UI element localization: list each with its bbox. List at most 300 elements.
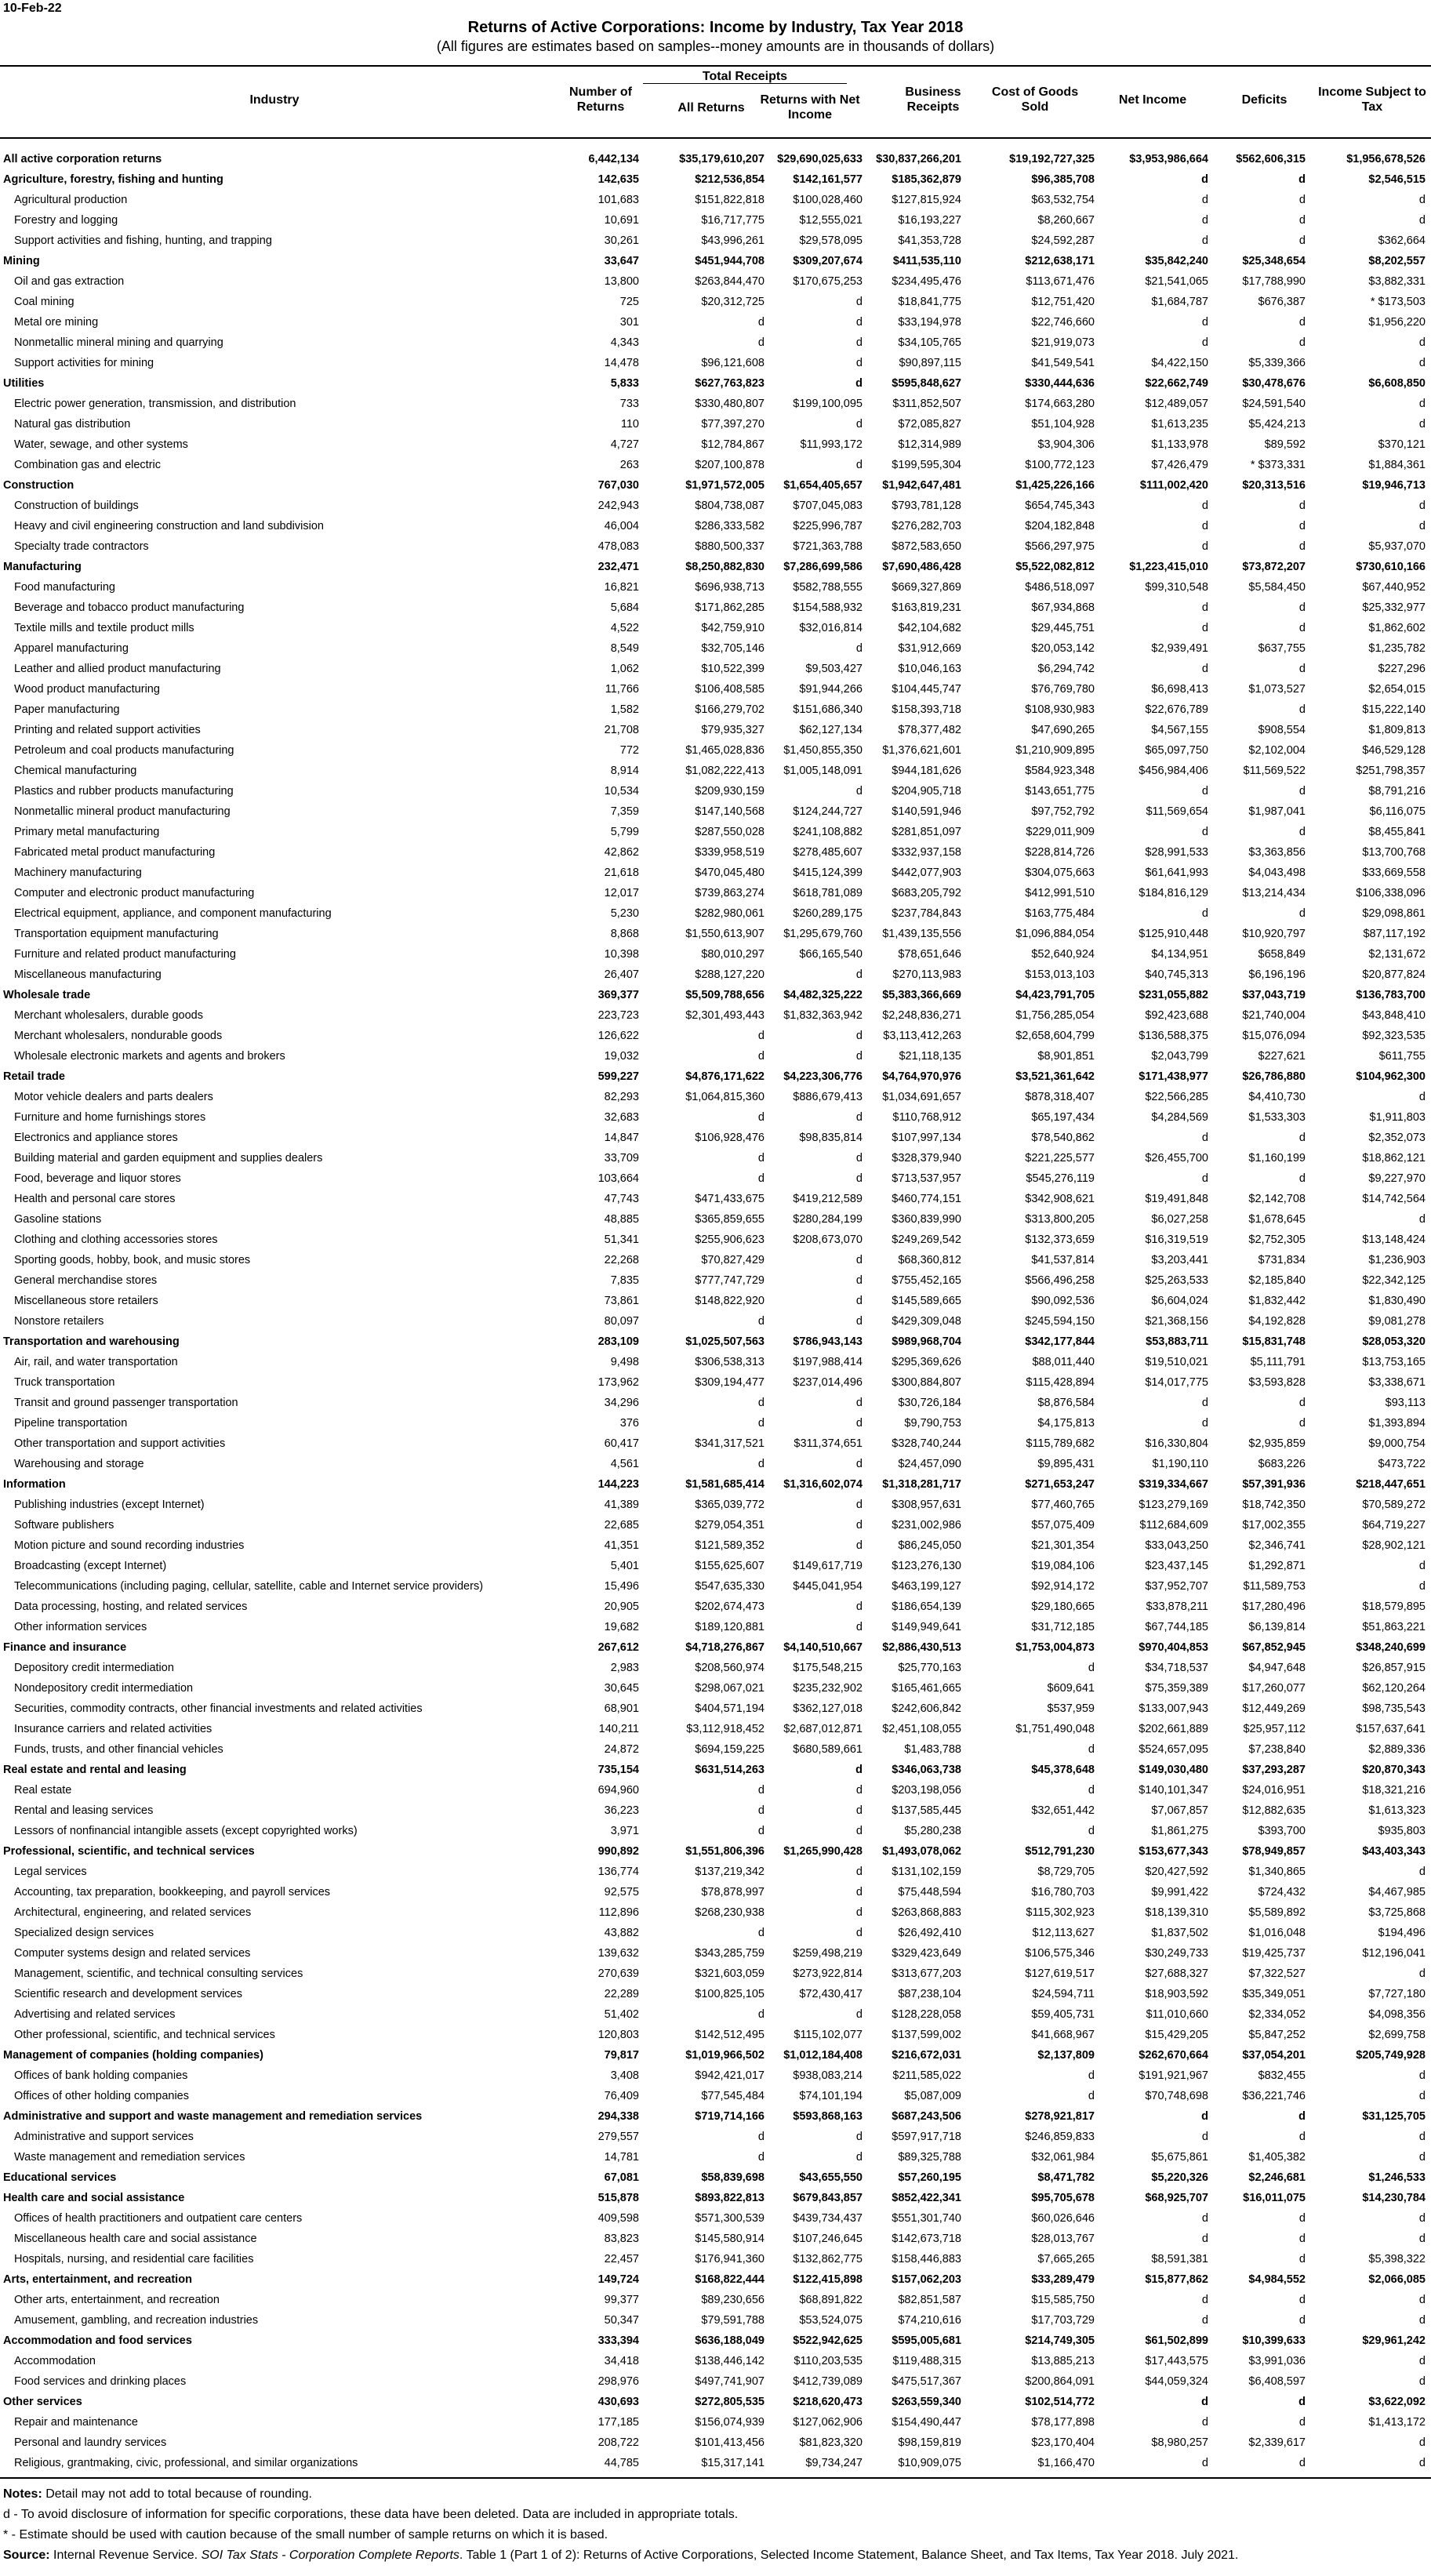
cell-returns-with-net-income: $127,062,906 <box>793 2416 863 2429</box>
cell-deficits: d <box>1298 826 1306 838</box>
cell-net-income: $26,455,700 <box>1145 1152 1208 1164</box>
table-row <box>0 2269 1431 2290</box>
cell-returns-with-net-income: d <box>855 1152 863 1164</box>
header-business-receipts: Business Receipts <box>905 85 961 114</box>
cell-number-of-returns: 80,097 <box>604 1315 639 1328</box>
cell-income-subject-to-tax: $98,735,543 <box>1362 1702 1426 1715</box>
cell-all-returns: $121,589,352 <box>695 1539 765 1552</box>
table-row <box>0 1719 1431 1739</box>
cell-cost-of-goods-sold: $654,745,343 <box>1025 500 1095 512</box>
cell-income-subject-to-tax: d <box>1418 1560 1426 1572</box>
page-subtitle: (All figures are estimates based on samples--money amounts are in thousands of dollars) <box>436 38 995 54</box>
cell-returns-with-net-income: $110,203,535 <box>794 2355 863 2367</box>
cell-income-subject-to-tax: d <box>1418 520 1426 532</box>
cell-number-of-returns: 8,549 <box>610 642 639 655</box>
cell-deficits: $6,408,597 <box>1248 2375 1306 2388</box>
header-income-subject-to-tax: Income Subject to Tax <box>1318 85 1426 114</box>
cell-net-income: d <box>1201 2396 1208 2408</box>
cell-net-income: d <box>1201 2314 1208 2327</box>
cell-cost-of-goods-sold: $1,425,226,166 <box>1015 479 1095 492</box>
cell-net-income: $70,748,698 <box>1145 2090 1208 2102</box>
cell-all-returns: $739,863,274 <box>695 887 765 899</box>
industry-name: Agriculture, forestry, fishing and hunting <box>3 173 223 186</box>
cell-income-subject-to-tax: $9,227,970 <box>1368 1172 1426 1185</box>
cell-all-returns: $101,413,456 <box>695 2436 765 2449</box>
cell-income-subject-to-tax: $1,956,220 <box>1368 316 1426 329</box>
cell-business-receipts: $211,585,022 <box>892 2069 961 2082</box>
industry-name: Forestry and logging <box>14 214 118 227</box>
cell-business-receipts: $5,280,238 <box>904 1825 961 1837</box>
cell-cost-of-goods-sold: $41,549,541 <box>1031 357 1095 369</box>
cell-returns-with-net-income: $74,101,194 <box>799 2090 863 2102</box>
cell-deficits: $10,399,633 <box>1242 2334 1306 2347</box>
industry-name: Rental and leasing services <box>14 1804 154 1817</box>
cell-deficits: $2,752,305 <box>1248 1234 1306 1246</box>
cell-net-income: d <box>1201 234 1208 247</box>
cell-net-income: $202,661,889 <box>1139 1723 1208 1735</box>
cell-number-of-returns: 44,785 <box>604 2457 639 2469</box>
industry-name: Electrical equipment, appliance, and component manufacturing <box>14 907 332 920</box>
cell-income-subject-to-tax: $13,700,768 <box>1362 846 1426 859</box>
cell-number-of-returns: 41,389 <box>604 1499 639 1511</box>
cell-number-of-returns: 5,833 <box>610 377 639 390</box>
industry-name: Transportation equipment manufacturing <box>14 928 219 940</box>
cell-all-returns: $168,822,444 <box>695 2273 765 2286</box>
cell-income-subject-to-tax: $205,749,928 <box>1356 2049 1426 2062</box>
notes-text: Detail may not add to total because of rounding. <box>42 2487 312 2501</box>
cell-all-returns: d <box>757 1315 765 1328</box>
cell-returns-with-net-income: d <box>855 2131 863 2143</box>
cell-income-subject-to-tax: d <box>1418 2314 1426 2327</box>
cell-net-income: d <box>1201 907 1208 920</box>
cell-net-income: $22,662,749 <box>1145 377 1208 390</box>
cell-cost-of-goods-sold: $13,885,213 <box>1031 2355 1095 2367</box>
table-row <box>0 332 1431 353</box>
cell-all-returns: d <box>757 1152 765 1164</box>
cell-cost-of-goods-sold: $566,297,975 <box>1025 540 1095 553</box>
cell-net-income: $25,263,533 <box>1145 1274 1208 1287</box>
cell-cost-of-goods-sold: $153,013,103 <box>1025 968 1095 981</box>
cell-income-subject-to-tax: $70,589,272 <box>1362 1499 1426 1511</box>
table-row <box>0 2208 1431 2229</box>
table-row <box>0 2086 1431 2106</box>
cell-returns-with-net-income: d <box>855 1315 863 1328</box>
table-row <box>0 883 1431 903</box>
cell-returns-with-net-income: $1,450,855,350 <box>783 744 863 757</box>
report-date: 10-Feb-22 <box>3 2 62 15</box>
cell-net-income: $184,816,129 <box>1139 887 1208 899</box>
cell-deficits: $20,313,516 <box>1242 479 1306 492</box>
cell-deficits: d <box>1298 2457 1306 2469</box>
industry-name: Software publishers <box>14 1519 114 1531</box>
cell-net-income: $6,698,413 <box>1151 683 1208 696</box>
industry-name: Publishing industries (except Internet) <box>14 1499 205 1511</box>
cell-deficits: $2,334,052 <box>1248 2008 1306 2021</box>
cell-deficits: $5,847,252 <box>1248 2029 1306 2041</box>
cell-all-returns: $272,805,535 <box>695 2396 765 2408</box>
cell-business-receipts: $308,957,631 <box>892 1499 961 1511</box>
industry-name: Retail trade <box>3 1070 65 1083</box>
cell-all-returns: $78,878,997 <box>701 1886 765 1898</box>
cell-number-of-returns: 82,293 <box>604 1091 639 1103</box>
cell-deficits: d <box>1298 500 1306 512</box>
notes-label: Notes: <box>3 2487 42 2501</box>
cell-net-income: $4,284,569 <box>1151 1111 1208 1124</box>
cell-all-returns: $263,844,470 <box>695 275 765 288</box>
cell-net-income: $2,939,491 <box>1151 642 1208 655</box>
cell-number-of-returns: 11,766 <box>605 683 639 696</box>
cell-number-of-returns: 68,901 <box>604 1702 639 1715</box>
cell-all-returns: $208,560,974 <box>695 1662 765 1674</box>
cell-deficits: $658,849 <box>1258 948 1306 961</box>
cell-business-receipts: $944,181,626 <box>892 765 961 777</box>
table-row <box>0 781 1431 801</box>
cell-returns-with-net-income: $12,555,021 <box>799 214 863 227</box>
industry-name: Offices of bank holding companies <box>14 2069 188 2082</box>
industry-name: Miscellaneous health care and social assistance <box>14 2233 257 2245</box>
industry-name: Other professional, scientific, and technical services <box>14 2029 275 2041</box>
table-row <box>0 1128 1431 1148</box>
table-row <box>0 1964 1431 1984</box>
cell-income-subject-to-tax: $20,877,824 <box>1362 968 1426 981</box>
cell-returns-with-net-income: d <box>855 2151 863 2164</box>
cell-cost-of-goods-sold: $90,092,536 <box>1031 1295 1095 1307</box>
table-row <box>0 231 1431 251</box>
cell-net-income: $9,991,422 <box>1151 1886 1208 1898</box>
cell-cost-of-goods-sold: $15,585,750 <box>1031 2294 1095 2306</box>
cell-business-receipts: $82,851,587 <box>898 2294 961 2306</box>
header-total-receipts: Total Receipts <box>702 70 788 83</box>
cell-cost-of-goods-sold: $100,772,123 <box>1025 459 1095 471</box>
cell-business-receipts: $597,917,718 <box>892 2131 961 2143</box>
cell-cost-of-goods-sold: $229,011,909 <box>1026 826 1095 838</box>
cell-returns-with-net-income: $122,415,898 <box>793 2273 863 2286</box>
cell-number-of-returns: 279,557 <box>597 2131 639 2143</box>
cell-business-receipts: $149,949,641 <box>892 1621 961 1633</box>
cell-deficits: d <box>1298 173 1306 186</box>
cell-all-returns: $471,433,675 <box>695 1193 765 1205</box>
cell-number-of-returns: 694,960 <box>597 1784 639 1797</box>
cell-net-income: $33,043,250 <box>1145 1539 1208 1552</box>
cell-all-returns: d <box>757 2008 765 2021</box>
table-row <box>0 210 1431 231</box>
table-row <box>0 2106 1431 2127</box>
cell-income-subject-to-tax: $14,230,784 <box>1362 2192 1426 2204</box>
cell-business-receipts: $131,102,159 <box>892 1866 961 1878</box>
cell-income-subject-to-tax: $1,809,813 <box>1368 724 1426 736</box>
cell-number-of-returns: 101,683 <box>597 194 639 206</box>
cell-returns-with-net-income: $225,996,787 <box>793 520 863 532</box>
cell-number-of-returns: 33,647 <box>604 255 639 267</box>
table-row <box>0 1189 1431 1209</box>
cell-all-returns: $880,500,337 <box>695 540 765 553</box>
industry-name: Food services and drinking places <box>14 2375 187 2388</box>
cell-returns-with-net-income: $679,843,857 <box>793 2192 863 2204</box>
cell-income-subject-to-tax: $1,830,490 <box>1368 1295 1426 1307</box>
header-returns-with-net-income: Returns with Net Income <box>760 93 860 122</box>
cell-returns-with-net-income: $66,165,540 <box>799 948 863 961</box>
cell-cost-of-goods-sold: $115,302,923 <box>1026 1906 1095 1919</box>
cell-net-income: $456,984,406 <box>1139 765 1208 777</box>
cell-deficits: $11,589,753 <box>1243 1580 1306 1593</box>
table-row <box>0 2331 1431 2351</box>
cell-returns-with-net-income: $142,161,577 <box>793 173 863 186</box>
header-number-of-returns: Number of Returns <box>569 85 632 114</box>
cell-income-subject-to-tax: d <box>1418 1213 1426 1226</box>
cell-deficits: d <box>1298 2314 1306 2327</box>
cell-returns-with-net-income: d <box>855 1764 863 1776</box>
table-row <box>0 1413 1431 1433</box>
cell-returns-with-net-income: $582,788,555 <box>793 581 863 594</box>
table-row <box>0 2229 1431 2249</box>
table-row <box>0 1209 1431 1230</box>
cell-number-of-returns: 5,799 <box>610 826 639 838</box>
cell-deficits: $5,584,450 <box>1248 581 1306 594</box>
cell-net-income: $125,910,448 <box>1139 928 1208 940</box>
cell-number-of-returns: 33,709 <box>604 1152 639 1164</box>
cell-cost-of-goods-sold: $21,301,354 <box>1031 1539 1095 1552</box>
cell-returns-with-net-income: $11,993,172 <box>800 438 863 451</box>
cell-income-subject-to-tax: $29,961,242 <box>1362 2334 1426 2347</box>
industry-name: Specialty trade contractors <box>14 540 149 553</box>
cell-deficits: d <box>1298 1417 1306 1430</box>
cell-all-returns: $166,279,702 <box>695 703 765 716</box>
table-row <box>0 822 1431 842</box>
cell-net-income: $22,566,285 <box>1145 1091 1208 1103</box>
cell-returns-with-net-income: d <box>855 1172 863 1185</box>
cell-income-subject-to-tax: $1,393,894 <box>1368 1417 1426 1430</box>
industry-name: Wholesale electronic markets and agents and brokers <box>14 1050 285 1063</box>
source-report-title: SOI Tax Stats - Corporation Complete Reports <box>201 2549 459 2562</box>
cell-deficits: d <box>1298 2131 1306 2143</box>
cell-net-income: d <box>1201 1132 1208 1144</box>
cell-deficits: $57,391,936 <box>1242 1478 1306 1491</box>
cell-net-income: d <box>1201 785 1208 798</box>
cell-cost-of-goods-sold: $342,908,621 <box>1025 1193 1095 1205</box>
cell-deficits: $832,455 <box>1258 2069 1306 2082</box>
cell-returns-with-net-income: $2,687,012,871 <box>783 1723 863 1735</box>
cell-business-receipts: $72,085,827 <box>898 418 961 431</box>
cell-cost-of-goods-sold: $67,934,868 <box>1031 601 1095 614</box>
cell-net-income: $4,567,155 <box>1151 724 1208 736</box>
cell-number-of-returns: 112,896 <box>598 1906 639 1919</box>
cell-deficits: $4,192,828 <box>1248 1315 1306 1328</box>
industry-name: Educational services <box>3 2171 117 2184</box>
cell-all-returns: $631,514,263 <box>695 1764 765 1776</box>
cell-cost-of-goods-sold: $57,075,409 <box>1031 1519 1095 1531</box>
cell-income-subject-to-tax: d <box>1418 2294 1426 2306</box>
table-row <box>0 557 1431 577</box>
cell-business-receipts: $463,199,127 <box>892 1580 961 1593</box>
header-top-rule <box>0 65 1431 67</box>
cell-number-of-returns: 51,341 <box>604 1234 639 1246</box>
cell-number-of-returns: 30,261 <box>604 234 639 247</box>
cell-cost-of-goods-sold: $102,514,772 <box>1025 2396 1095 2408</box>
cell-returns-with-net-income: d <box>855 1458 863 1470</box>
cell-income-subject-to-tax: $8,202,557 <box>1368 255 1426 267</box>
cell-net-income: $92,423,688 <box>1145 1009 1208 1022</box>
cell-business-receipts: $30,726,184 <box>898 1397 961 1409</box>
cell-all-returns: $79,935,327 <box>701 724 765 736</box>
cell-number-of-returns: 3,971 <box>610 1825 639 1837</box>
industry-name: Real estate and rental and leasing <box>3 1764 187 1776</box>
cell-returns-with-net-income: $175,548,215 <box>793 1662 863 1674</box>
cell-number-of-returns: 10,534 <box>604 785 639 798</box>
cell-cost-of-goods-sold: $221,225,577 <box>1025 1152 1095 1164</box>
cell-returns-with-net-income: d <box>855 1050 863 1063</box>
cell-returns-with-net-income: $415,124,399 <box>793 867 863 879</box>
cell-business-receipts: $1,942,647,481 <box>882 479 961 492</box>
cell-deficits: $3,991,036 <box>1248 2355 1306 2367</box>
cell-net-income: $11,010,660 <box>1146 2008 1208 2021</box>
cell-income-subject-to-tax: $4,098,356 <box>1368 2008 1426 2021</box>
cell-cost-of-goods-sold: $9,895,431 <box>1037 1458 1095 1470</box>
cell-cost-of-goods-sold: $8,471,782 <box>1037 2171 1095 2184</box>
cell-returns-with-net-income: $72,430,417 <box>799 1988 863 2000</box>
cell-cost-of-goods-sold: $97,752,792 <box>1031 805 1095 818</box>
table-row <box>0 271 1431 292</box>
cell-number-of-returns: 270,639 <box>597 1967 639 1980</box>
cell-cost-of-goods-sold: $24,594,711 <box>1032 1988 1095 2000</box>
cell-deficits: $637,755 <box>1258 642 1306 655</box>
table-row <box>0 1270 1431 1291</box>
cell-cost-of-goods-sold: $63,532,754 <box>1031 194 1095 206</box>
industry-name: General merchandise stores <box>14 1274 158 1287</box>
cell-number-of-returns: 21,708 <box>604 724 639 736</box>
cell-business-receipts: $137,585,445 <box>892 1804 961 1817</box>
cell-cost-of-goods-sold: $22,746,660 <box>1031 316 1095 329</box>
table-row <box>0 1454 1431 1474</box>
cell-returns-with-net-income: $680,589,661 <box>793 1743 863 1756</box>
cell-income-subject-to-tax: $13,148,424 <box>1362 1234 1426 1246</box>
industry-name: Offices of health practitioners and outpatient care centers <box>14 2212 303 2225</box>
cell-business-receipts: $158,446,883 <box>892 2253 961 2265</box>
cell-net-income: d <box>1201 2131 1208 2143</box>
cell-number-of-returns: 767,030 <box>597 479 639 492</box>
cell-income-subject-to-tax: $31,125,705 <box>1362 2110 1426 2123</box>
cell-net-income: $133,007,943 <box>1139 1702 1208 1715</box>
cell-income-subject-to-tax: $25,332,977 <box>1362 601 1426 614</box>
cell-business-receipts: $7,690,486,428 <box>882 561 961 573</box>
cell-deficits: $1,405,382 <box>1248 2151 1306 2164</box>
cell-business-receipts: $755,452,165 <box>892 1274 961 1287</box>
table-row <box>0 2310 1431 2331</box>
cell-business-receipts: $31,912,669 <box>898 642 961 655</box>
cell-net-income: $1,861,275 <box>1151 1825 1208 1837</box>
cell-business-receipts: $1,483,788 <box>904 1743 961 1756</box>
cell-deficits: $2,102,004 <box>1248 744 1306 757</box>
table-row <box>0 2127 1431 2147</box>
cell-cost-of-goods-sold: $19,084,106 <box>1031 1560 1095 1572</box>
cell-all-returns: $547,635,330 <box>695 1580 765 1593</box>
cell-returns-with-net-income: $419,212,589 <box>793 1193 863 1205</box>
cell-income-subject-to-tax: $64,719,227 <box>1362 1519 1426 1531</box>
cell-all-returns: $1,971,572,005 <box>685 479 765 492</box>
cell-business-receipts: $475,517,367 <box>892 2375 961 2388</box>
industry-name: Transportation and warehousing <box>3 1335 180 1348</box>
cell-deficits: $4,947,648 <box>1248 1662 1306 1674</box>
cell-deficits: d <box>1298 663 1306 675</box>
table-row <box>0 1168 1431 1189</box>
source-label: Source: <box>3 2549 50 2562</box>
cell-business-receipts: $186,654,139 <box>892 1600 961 1613</box>
cell-income-subject-to-tax: d <box>1418 2069 1426 2082</box>
cell-number-of-returns: 136,774 <box>597 1866 639 1878</box>
industry-name: Petroleum and coal products manufacturing <box>14 744 234 757</box>
cell-cost-of-goods-sold: $47,690,265 <box>1031 724 1095 736</box>
cell-business-receipts: $249,269,542 <box>892 1234 961 1246</box>
table-row <box>0 1515 1431 1535</box>
cell-business-receipts: $110,768,912 <box>892 1111 961 1124</box>
industry-name: Apparel manufacturing <box>14 642 129 655</box>
cell-all-returns: $255,906,623 <box>695 1234 765 1246</box>
cell-cost-of-goods-sold: $609,641 <box>1047 1682 1095 1695</box>
cell-all-returns: $404,571,194 <box>695 1702 765 1715</box>
cell-deficits: $25,957,112 <box>1243 1723 1306 1735</box>
cell-income-subject-to-tax: d <box>1418 398 1426 410</box>
cell-number-of-returns: 223,723 <box>597 1009 639 1022</box>
cell-number-of-returns: 5,684 <box>610 601 639 614</box>
cell-number-of-returns: 14,781 <box>604 2151 639 2164</box>
rounding-note <box>3 2484 1238 2505</box>
cell-all-returns: $893,822,813 <box>695 2192 765 2204</box>
industry-name: Manufacturing <box>3 561 82 573</box>
table-row <box>0 169 1431 190</box>
cell-income-subject-to-tax: d <box>1418 1091 1426 1103</box>
table-row <box>0 1637 1431 1658</box>
cell-deficits: $21,740,004 <box>1242 1009 1306 1022</box>
cell-all-returns: $137,219,342 <box>695 1866 765 1878</box>
cell-net-income: $22,676,789 <box>1145 703 1208 716</box>
table-row <box>0 1005 1431 1026</box>
cell-returns-with-net-income: $197,988,414 <box>793 1356 863 1368</box>
cell-net-income: d <box>1201 500 1208 512</box>
cell-cost-of-goods-sold: $12,751,420 <box>1031 296 1095 308</box>
cell-income-subject-to-tax: $2,546,515 <box>1368 173 1426 186</box>
cell-net-income: $14,017,775 <box>1145 1376 1208 1389</box>
cell-cost-of-goods-sold: $214,749,305 <box>1025 2334 1095 2347</box>
cell-income-subject-to-tax: $6,608,850 <box>1368 377 1426 390</box>
cell-deficits: $7,322,527 <box>1248 1967 1306 1980</box>
cell-all-returns: $1,082,222,413 <box>685 765 765 777</box>
cell-deficits: $11,569,522 <box>1243 765 1306 777</box>
header-net-income: Net Income <box>1118 93 1187 107</box>
cell-returns-with-net-income: $62,127,134 <box>799 724 863 736</box>
cell-all-returns: $100,825,105 <box>695 1988 765 2000</box>
cell-returns-with-net-income: $100,028,460 <box>793 194 863 206</box>
cell-deficits: $7,238,840 <box>1248 1743 1306 1756</box>
cell-net-income: $111,002,420 <box>1139 479 1208 492</box>
cell-all-returns: $1,064,815,360 <box>685 1091 765 1103</box>
table-row <box>0 2025 1431 2045</box>
cell-net-income: $6,604,024 <box>1151 1295 1208 1307</box>
cell-business-receipts: $30,837,266,201 <box>876 153 961 165</box>
cell-net-income: $123,279,169 <box>1139 1499 1208 1511</box>
cell-returns-with-net-income: d <box>855 1417 863 1430</box>
cell-number-of-returns: 32,683 <box>604 1111 639 1124</box>
cell-income-subject-to-tax: d <box>1418 2090 1426 2102</box>
cell-net-income: $18,903,592 <box>1145 1988 1208 2000</box>
table-row <box>0 1556 1431 1576</box>
cell-all-returns: $89,230,656 <box>701 2294 765 2306</box>
cell-business-receipts: $263,559,340 <box>892 2396 961 2408</box>
cell-returns-with-net-income: $4,482,325,222 <box>783 989 863 1001</box>
industry-name: Textile mills and textile product mills <box>14 622 194 634</box>
industry-name: Management of companies (holding companies) <box>3 2049 263 2062</box>
cell-cost-of-goods-sold: $143,651,775 <box>1025 785 1095 798</box>
cell-cost-of-goods-sold: $8,901,851 <box>1037 1050 1095 1063</box>
industry-name: Management, scientific, and technical consulting services <box>14 1967 303 1980</box>
